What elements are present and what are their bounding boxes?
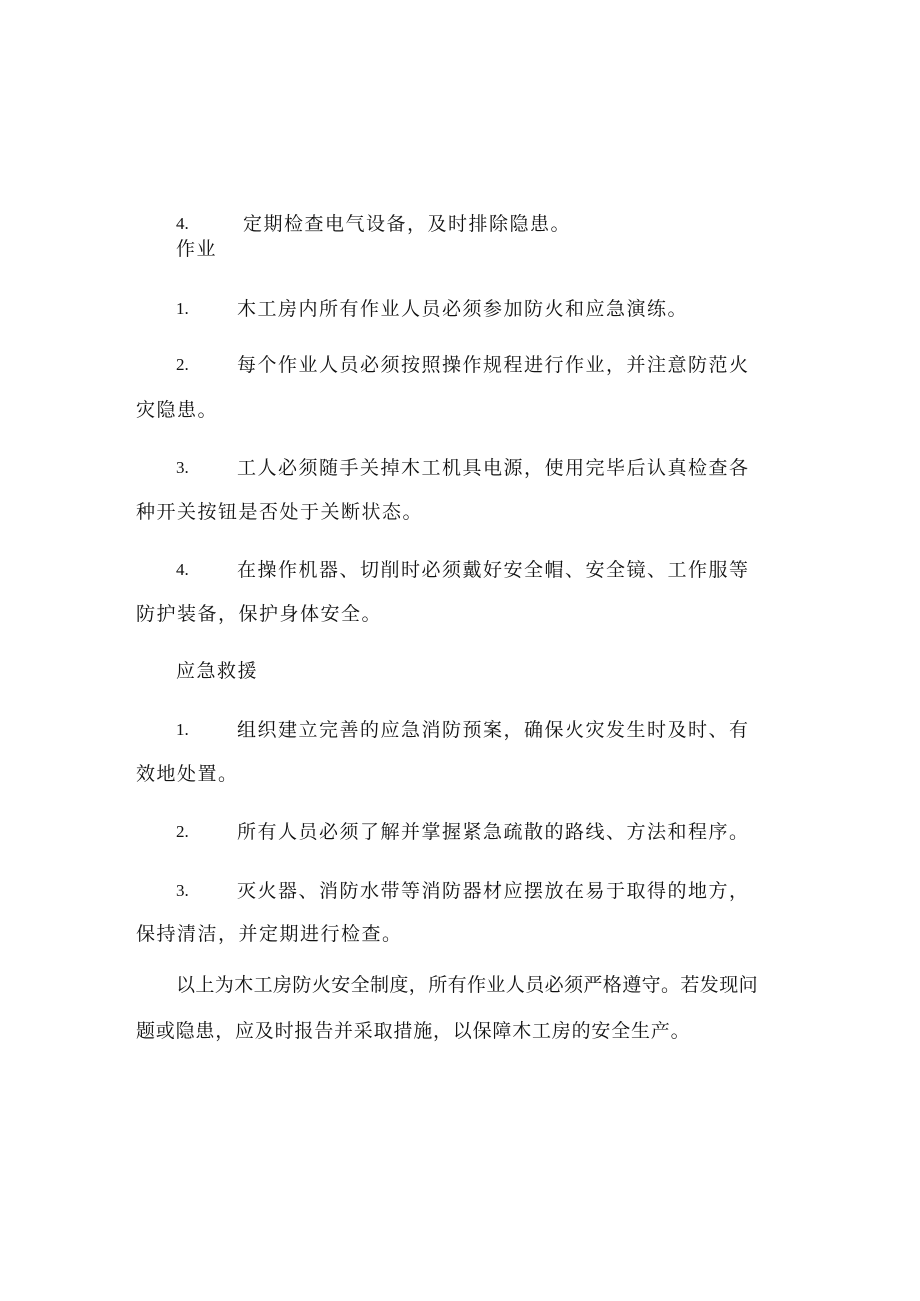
work-item-2-number: 2. <box>176 355 189 374</box>
conclusion-line-2: 题或隐患，应及时报告并采取措施，以保障木工房的安全生产。 <box>136 1020 691 1042</box>
rescue-item-1-line-1: 组织建立完善的应急消防预案，确保火灾发生时及时、有 <box>237 719 750 741</box>
rescue-item-3-number: 3. <box>176 881 189 900</box>
section-heading-work: 作业 <box>176 238 218 260</box>
work-item-4-line-2: 防护装备，保护身体安全。 <box>136 603 383 625</box>
rescue-item-3-line-1: 灭火器、消防水带等消防器材应摆放在易于取得的地方， <box>237 880 750 902</box>
rescue-item-2-line-1: 所有人员必须了解并掌握紧急疏散的路线、方法和程序。 <box>237 821 750 843</box>
work-item-3-number: 3. <box>176 458 189 477</box>
work-item-2-line-2: 灾隐患。 <box>136 399 219 421</box>
prev-item-4-number: 4. <box>176 214 189 233</box>
rescue-item-2-number: 2. <box>176 822 189 841</box>
conclusion-line-1: 以上为木工房防火安全制度，所有作业人员必须严格遵守。若发现问 <box>176 974 759 996</box>
section-heading-rescue: 应急救援 <box>176 660 259 682</box>
rescue-item-1-line-2: 效地处置。 <box>136 763 239 785</box>
work-item-3-line-1: 工人必须随手关掉木工机具电源，使用完毕后认真检查各 <box>237 457 750 479</box>
work-item-1-number: 1. <box>176 299 189 318</box>
work-item-2-line-1: 每个作业人员必须按照操作规程进行作业，并注意防范火 <box>237 354 750 376</box>
work-item-3-line-2: 种开关按钮是否处于关断状态。 <box>136 501 424 523</box>
prev-item-4-text: 定期检查电气设备，及时排除隐患。 <box>243 213 572 235</box>
work-item-1-line-1: 木工房内所有作业人员必须参加防火和应急演练。 <box>237 298 689 320</box>
rescue-item-3-line-2: 保持清洁，并定期进行检查。 <box>136 923 403 945</box>
rescue-item-1-number: 1. <box>176 720 189 739</box>
work-item-4-number: 4. <box>176 560 189 579</box>
work-item-4-line-1: 在操作机器、切削时必须戴好安全帽、安全镜、工作服等 <box>237 559 750 581</box>
